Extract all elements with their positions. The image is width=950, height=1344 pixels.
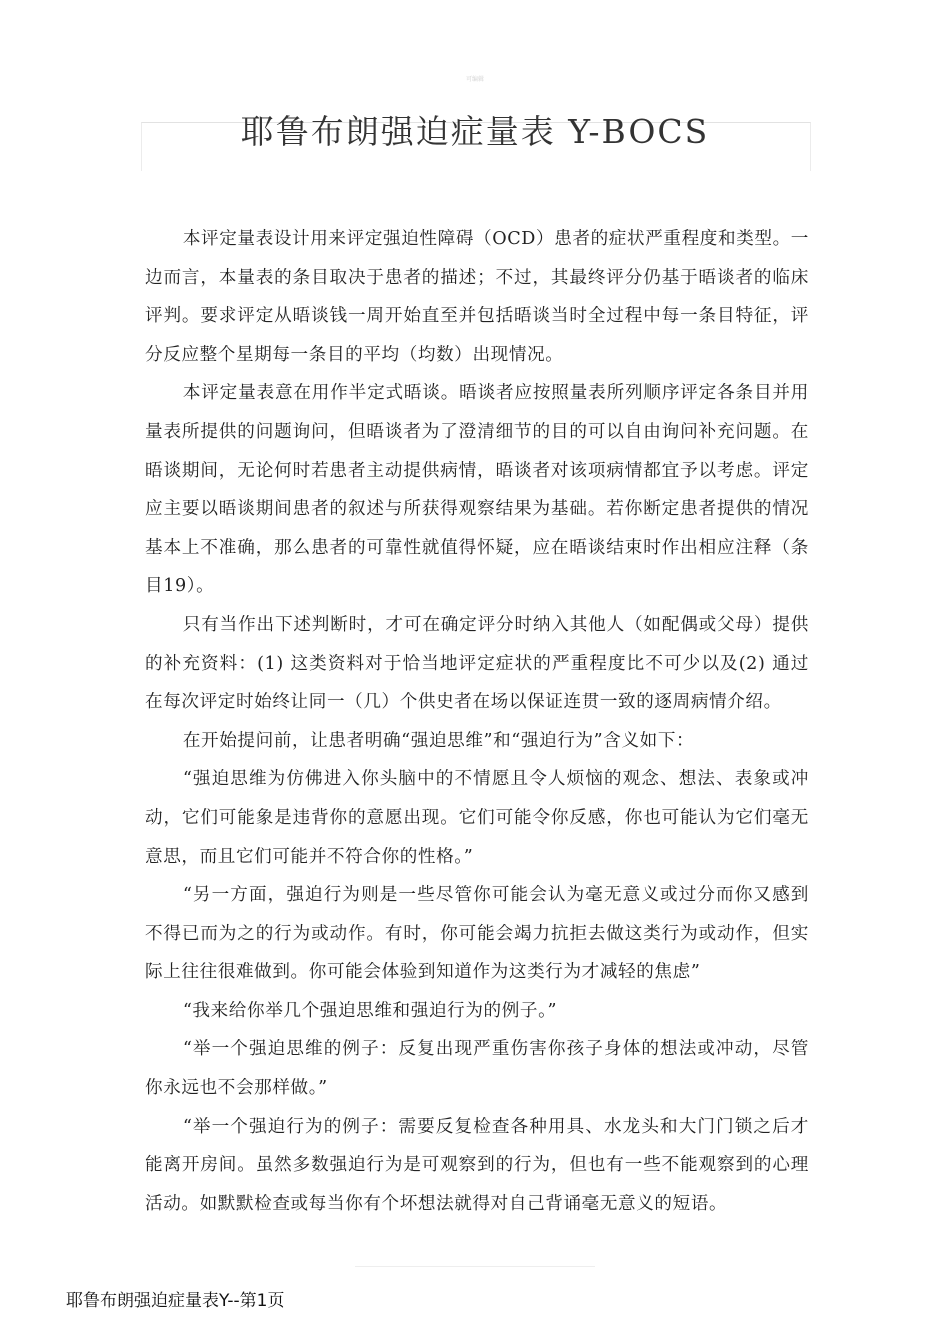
paragraph-obsession-definition: “强迫思维为仿佛进入你头脑中的不情愿且令人烦恼的观念、想法、表象或冲动，它们可能象是违背你的意愿出现。它们可能令你反感，你也可能认为它们毫无意思，而且它们可能并不符合你的性格。” bbox=[145, 769, 809, 867]
document-body bbox=[145, 220, 809, 1223]
header-watermark: 可编辑 bbox=[465, 76, 484, 83]
document-title: 耶鲁布朗强迫症量表 Y-BOCS bbox=[240, 112, 710, 151]
paragraph-supplementary-info: 只有当作出下述判断时，才可在确定评分时纳入其他人（如配偶或父母）提供的补充资料：(1) 这类资料对于恰当地评定症状的严重程度比不可少以及(2) 通过在每次评定时始终让同一（几）个供史者在场以保证连贯一致的逐周病情介绍。 bbox=[145, 614, 809, 713]
paragraph-semi-structured: 本评定量表意在用作半定式晤谈。晤谈者应按照量表所列顺序评定各条目并用量表所提供的问题询问，但晤谈者为了澄清细节的目的可以自由询问补充问题。在晤谈期间，无论何时若患者主动提供病情，晤谈者对该项病情都宜予以考虑。评定应主要以晤谈期间患者的叙述与所获得观察结果为基础。若你断定患者提供的情况基本上不准确，那么患者的可靠性就值得怀疑，应在晤谈结束时作出相应注释（条目19）。 bbox=[145, 383, 809, 597]
paragraph-obsession-example: “举一个强迫思维的例子：反复出现严重伤害你孩子身体的想法或冲动，尽管你永远也不会那样做。” bbox=[145, 1039, 809, 1099]
bottom-divider bbox=[355, 1266, 595, 1267]
paragraph-examples-intro: “我来给你举几个强迫思维和强迫行为的例子。” bbox=[182, 1000, 558, 1021]
paragraph-compulsion-example: “举一个强迫行为的例子：需要反复检查各种用具、水龙头和大门门锁之后才能离开房间。虽然多数强迫行为是可观察到的行为，但也有一些不能观察到的心理活动。如默默检查或每当你有个坏想法就得对自己背诵毫无意义的短语。 bbox=[145, 1116, 809, 1214]
paragraph-definitions-intro: 在开始提问前，让患者明确“强迫思维”和“强迫行为”含义如下： bbox=[182, 730, 695, 751]
paragraph-intro: 本评定量表设计用来评定强迫性障碍（OCD）患者的症状严重程度和类型。一边而言，本量表的条目取决于患者的描述；不过，其最终评分仍基于晤谈者的临床评判。要求评定从晤谈钱一周开始直至并包括晤谈当时全过程中每一条目特征，评分反应整个星期每一条目的平均（均数）出现情况。 bbox=[145, 229, 809, 365]
paragraph-compulsion-definition: “另一方面，强迫行为则是一些尽管你可能会认为毫无意义或过分而你又感到不得已而为之的行为或动作。有时，你可能会竭力抗拒去做这类行为或动作，但实际上往往很难做到。你可能会体验到知道作为这类行为才减轻的焦虑” bbox=[145, 885, 809, 983]
page-footer: 耶鲁布朗强迫症量表Y--第1页 bbox=[66, 1291, 285, 1311]
